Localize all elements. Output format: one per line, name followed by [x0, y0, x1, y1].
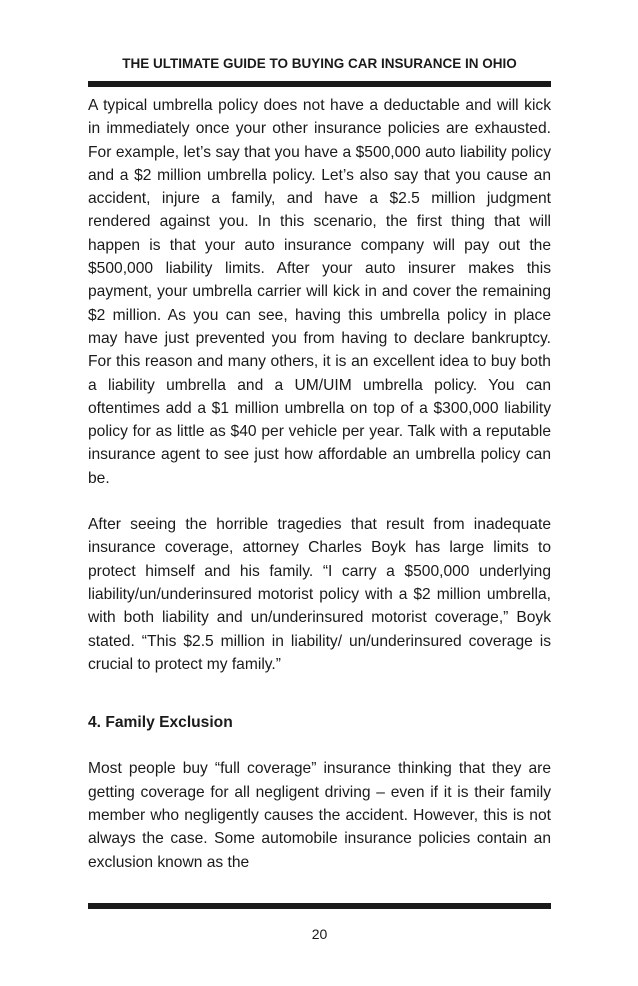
- header-rule: [88, 81, 551, 87]
- running-header: THE ULTIMATE GUIDE TO BUYING CAR INSURANCE IN OHIO: [122, 56, 517, 71]
- footer-rule: [88, 903, 551, 909]
- page-number: 20: [311, 926, 328, 942]
- umbrella-policy-paragraph: A typical umbrella policy does not have a deductable and will kick in immediately once your other insurance policies are exhausted. For example, let’s say that you have a $500,000 auto liability policy and a $2 million umbrella policy. Let’s also say that you cause an accident, injure a family, and have a $2.5 million judgment rendered against you. In this scenario, the first thing that will happen is that your auto insurance company will pay out the $500,000 liability limits. After your auto insurer makes this payment, your umbrella carrier will kick in and cover the remaining $2 million. As you can see, having this umbrella policy in place may have just prevented you from having to declare bankruptcy. For this reason and many others, it is an excellent idea to buy both a liability umbrella and a UM/UIM umbrella policy. You can oftentimes add a $1 million umbrella on top of a $300,000 liability policy for as little as $40 per vehicle per year. Talk with a reputable insurance agent to see just how affordable an umbrella policy can be.: [88, 97, 551, 487]
- page-body: [88, 94, 551, 874]
- section-heading: 4. Family Exclusion: [88, 714, 233, 732]
- family-exclusion-paragraph: Most people buy “full coverage” insurance thinking that they are getting coverage for all negligent driving – even if it is their family member who negligently causes the accident. However, this is not always the case. Some automobile insurance policies contain an exclusion known as the: [88, 760, 551, 871]
- attorney-quote-paragraph: After seeing the horrible tragedies that result from inadequate insurance coverage, attorney Charles Boyk has large limits to protect himself and his family. “I carry a $500,000 underlying liability/un/underinsured motorist policy with a $2 million umbrella, with both liability and un/underinsured motorist coverage,” Boyk stated. “This $2.5 million in liability/ un/underinsured coverage is crucial to protect my family.”: [88, 516, 551, 673]
